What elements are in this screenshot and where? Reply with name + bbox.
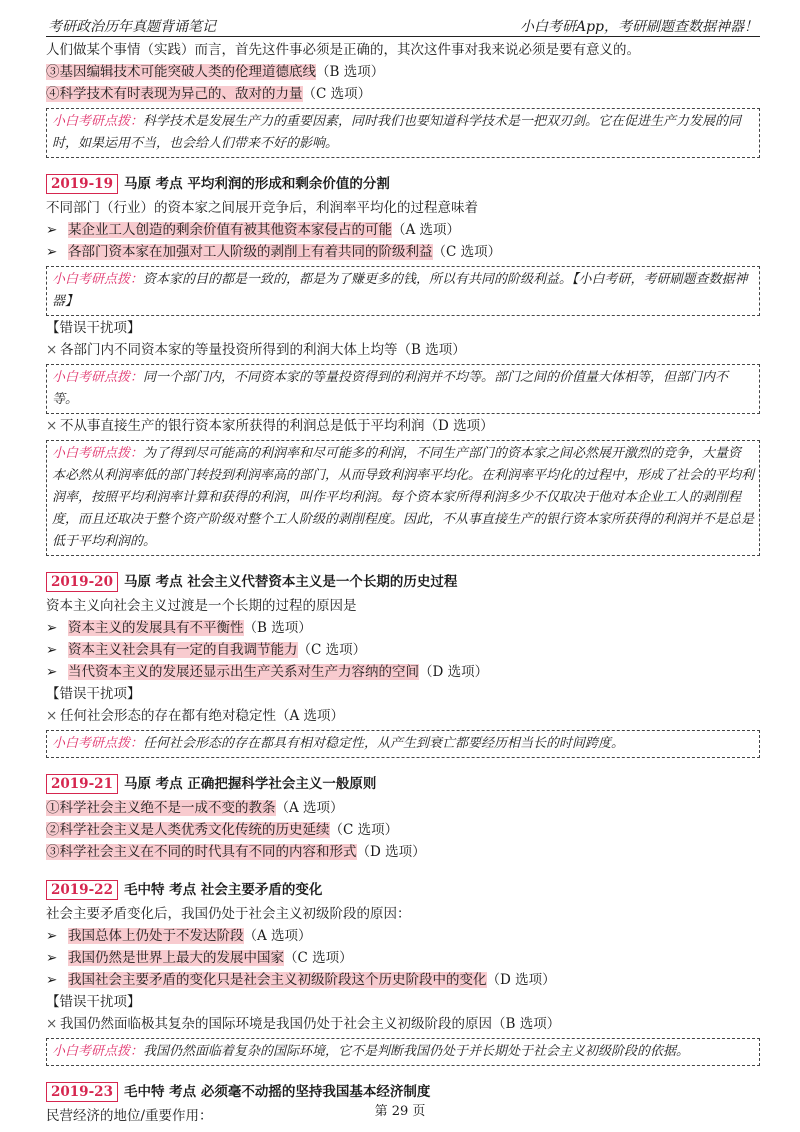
- answer-option: ④科学技术有时表现为异己的、敌对的力量（C 选项）: [46, 86, 372, 102]
- cross-icon: ×: [46, 1016, 58, 1032]
- question-stem: 民营经济的地位/重要作用：: [46, 1108, 213, 1124]
- arrow-icon: ➢: [46, 222, 58, 238]
- question-id: 2019-19: [46, 174, 118, 194]
- wrong-options-label: 【错误干扰项】: [46, 320, 141, 336]
- answer-option: ➢ 我国社会主要矛盾的变化只是社会主义初级阶段这个历史阶段中的变化（D 选项）: [46, 970, 760, 992]
- question-heading: [46, 572, 760, 596]
- answer-option: ➢ 我国总体上仍处于不发达阶段（A 选项）: [46, 926, 760, 948]
- question-stem: 资本主义向社会主义过渡是一个长期的过程的原因是: [46, 598, 357, 614]
- question-heading: [46, 774, 760, 798]
- question-heading: [46, 880, 760, 904]
- answer-option: ➢ 当代资本主义的发展还显示出生产关系对生产力容纳的空间（D 选项）: [46, 662, 760, 684]
- page-header: [46, 14, 760, 37]
- wrong-options-label: 【错误干扰项】: [46, 994, 141, 1010]
- wrong-option: × 我国仍然面临极其复杂的国际环境是我国仍处于社会主义初级阶段的原因（B 选项）: [46, 1014, 760, 1036]
- answer-option: ➢ 我国仍然是世界上最大的发展中国家（C 选项）: [46, 948, 760, 970]
- page-content: [46, 40, 760, 1128]
- page-number: 第 29 页: [374, 1104, 426, 1119]
- answer-option: ③科学社会主义在不同的时代具有不同的内容和形式（D 选项）: [46, 844, 426, 860]
- header-slogan: 小白考研App，考研刷题查数据神器！: [519, 19, 758, 35]
- tip-box: 小白考研点拨：资本家的目的都是一致的，都是为了赚更多的钱，所以有共同的阶级利益。【小白考研，考研刷题查数据神器】: [46, 266, 760, 316]
- arrow-icon: ➢: [46, 642, 58, 658]
- question-id: 2019-22: [46, 880, 118, 900]
- tip-box: 小白考研点拨：为了得到尽可能高的利润率和尽可能多的利润，不同生产部门的资本家之间必然展开激烈的竞争，大量资本必然从利润率低的部门转投到利润率高的部门，从而导致利润率平均化。在利润率平均化的过程中，形成了社会的平均利润率，按照平均利润率计算和获得的利润，叫作平均利润。每个资本家所得利润多少不仅取决于他对本企业工人的剥削程度，而且还取决于整个资产阶级对整个工人阶级的剥削程度。因此，不从事直接生产的银行资本家所获得的利润并不是总是低于平均利润的。: [46, 440, 760, 556]
- answer-option: ③基因编辑技术可能突破人类的伦理道德底线（B 选项）: [46, 64, 385, 80]
- cross-icon: ×: [46, 708, 58, 724]
- arrow-icon: ➢: [46, 244, 58, 260]
- tip-box: 小白考研点拨：科学技术是发展生产力的重要因素，同时我们也要知道科学技术是一把双刃剑。它在促进生产力发展的同时，如果运用不当，也会给人们带来不好的影响。: [46, 108, 760, 158]
- tip-box: 小白考研点拨：任何社会形态的存在都具有相对稳定性，从产生到衰亡都要经历相当长的时间跨度。: [46, 730, 760, 758]
- question-title: 马原 考点 平均利润的形成和剩余价值的分割: [123, 176, 390, 192]
- wrong-options-label: 【错误干扰项】: [46, 686, 141, 702]
- cross-icon: ×: [46, 342, 58, 358]
- answer-option: ➢ 资本主义社会具有一定的自我调节能力（C 选项）: [46, 640, 760, 662]
- answer-option: ②科学社会主义是人类优秀文化传统的历史延续（C 选项）: [46, 822, 399, 838]
- answer-option: ➢ 资本主义的发展具有不平衡性（B 选项）: [46, 618, 760, 640]
- question-id: 2019-23: [46, 1082, 118, 1102]
- question-title: 马原 考点 社会主义代替资本主义是一个长期的历史过程: [123, 574, 458, 590]
- arrow-icon: ➢: [46, 620, 58, 636]
- text-line: 人们做某个事情（实践）而言，首先这件事必须是正确的，其次这件事对我来说必须是要有意义的。: [46, 42, 640, 58]
- answer-option: ➢ 某企业工人创造的剩余价值有被其他资本家侵占的可能（A 选项）: [46, 220, 760, 242]
- arrow-icon: ➢: [46, 950, 58, 966]
- question-id: 2019-20: [46, 572, 118, 592]
- cross-icon: ×: [46, 418, 58, 434]
- tip-box: 小白考研点拨：我国仍然面临着复杂的国际环境，它不是判断我国仍处于并长期处于社会主义初级阶段的依据。: [46, 1038, 760, 1066]
- arrow-icon: ➢: [46, 928, 58, 944]
- question-title: 毛中特 考点 社会主要矛盾的变化: [123, 882, 323, 898]
- arrow-icon: ➢: [46, 972, 58, 988]
- arrow-icon: ➢: [46, 664, 58, 680]
- tip-box: 小白考研点拨：同一个部门内，不同资本家的等量投资得到的利润并不均等。部门之间的价值量大体相等，但部门内不等。: [46, 364, 760, 414]
- question-title: 毛中特 考点 必须毫不动摇的坚持我国基本经济制度: [123, 1084, 431, 1100]
- wrong-option: × 不从事直接生产的银行资本家所获得的利润总是低于平均利润（D 选项）: [46, 416, 760, 438]
- header-title: 考研政治历年真题背诵笔记: [48, 19, 216, 35]
- question-id: 2019-21: [46, 774, 118, 794]
- answer-option: ➢ 各部门资本家在加强对工人阶级的剥削上有着共同的阶级利益（C 选项）: [46, 242, 760, 264]
- wrong-option: × 任何社会形态的存在都有绝对稳定性（A 选项）: [46, 706, 760, 728]
- answer-option: ①科学社会主义绝不是一成不变的教条（A 选项）: [46, 800, 344, 816]
- wrong-option: × 各部门内不同资本家的等量投资所得到的利润大体上均等（B 选项）: [46, 340, 760, 362]
- question-stem: 不同部门（行业）的资本家之间展开竞争后，利润率平均化的过程意味着: [46, 200, 478, 216]
- question-stem: 社会主要矛盾变化后，我国仍处于社会主义初级阶段的原因：: [46, 906, 411, 922]
- question-heading: [46, 174, 760, 198]
- question-title: 马原 考点 正确把握科学社会主义一般原则: [123, 776, 377, 792]
